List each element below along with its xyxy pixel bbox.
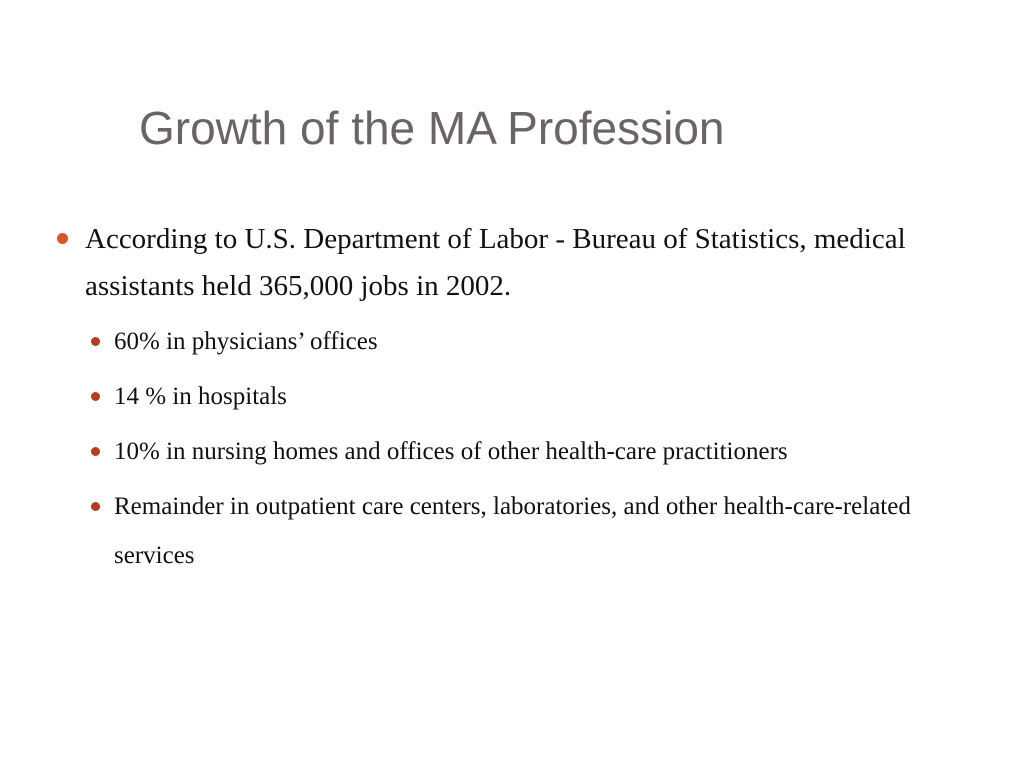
bullet-dot-icon <box>57 233 68 244</box>
bullet-main <box>52 216 992 310</box>
slide-content <box>52 216 992 586</box>
sub-bullet-text: 10% in nursing homes and offices of other health-care practitioners <box>114 438 788 465</box>
sub-bullet-nursing-homes <box>52 427 992 476</box>
sub-bullet-dot-icon <box>91 447 100 456</box>
sub-bullet-text: Remainder in outpatient care centers, laboratories, and other health-care-related services <box>114 493 911 569</box>
sub-bullet-dot-icon <box>91 392 100 401</box>
sub-bullet-list <box>52 317 992 580</box>
slide-title: Growth of the MA Profession <box>139 102 725 154</box>
sub-bullet-text: 60% in physicians’ offices <box>114 328 378 355</box>
sub-bullet-physicians <box>52 317 992 366</box>
sub-bullet-text: 14 % in hospitals <box>114 383 287 410</box>
bullet-main-text: According to U.S. Department of Labor - Bureau of Statistics, medical assistants held 365,000 jobs in 2002. <box>85 223 906 302</box>
sub-bullet-dot-icon <box>91 337 100 346</box>
sub-bullet-hospitals <box>52 372 992 421</box>
sub-bullet-dot-icon <box>91 502 100 511</box>
sub-bullet-remainder <box>52 482 992 580</box>
